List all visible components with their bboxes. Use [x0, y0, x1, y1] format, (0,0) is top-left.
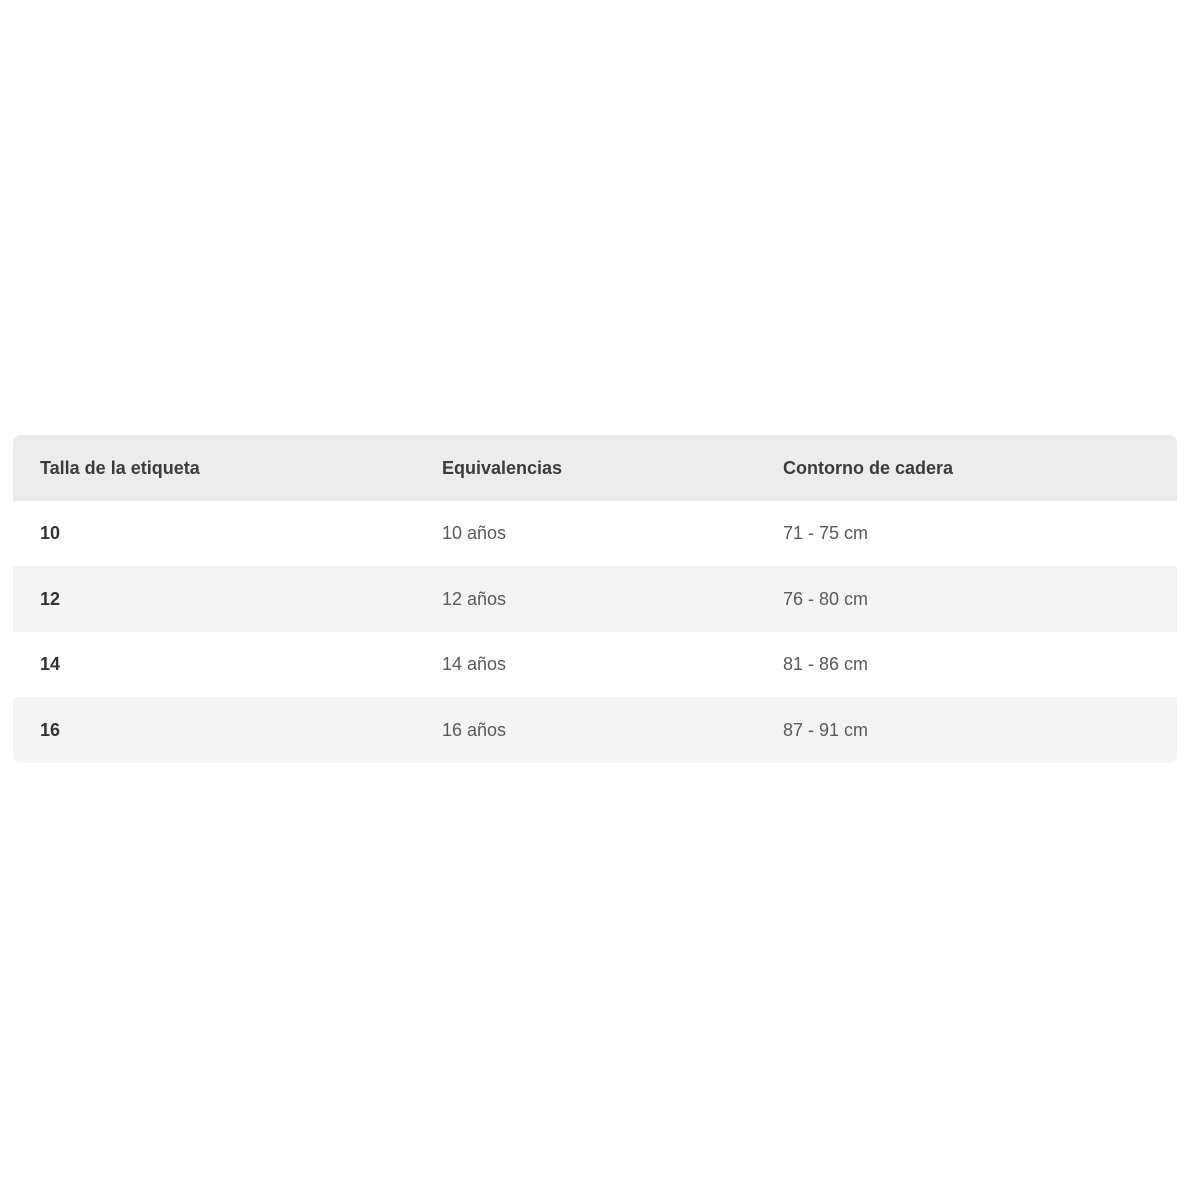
size-label-cell: 12 [40, 588, 61, 609]
table-row [13, 501, 1177, 567]
column-header-hip-circumference: Contorno de cadera [783, 457, 954, 478]
hip-circumference-cell: 81 - 86 cm [783, 654, 869, 675]
size-label-cell: 10 [40, 523, 61, 544]
equivalence-cell: 10 años [442, 523, 507, 544]
size-label-cell: 16 [40, 719, 61, 740]
equivalence-cell: 16 años [442, 719, 507, 740]
equivalence-cell: 14 años [442, 654, 507, 675]
size-chart-table [13, 435, 1177, 763]
table-row [13, 632, 1177, 698]
table-row [13, 566, 1177, 632]
hip-circumference-cell: 71 - 75 cm [783, 523, 869, 544]
hip-circumference-cell: 76 - 80 cm [783, 588, 869, 609]
table-row [13, 697, 1177, 763]
equivalence-cell: 12 años [442, 588, 507, 609]
table-header-row [13, 435, 1177, 501]
hip-circumference-cell: 87 - 91 cm [783, 719, 869, 740]
column-header-label-size: Talla de la etiqueta [40, 457, 200, 478]
size-label-cell: 14 [40, 654, 61, 675]
column-header-equivalences: Equivalencias [442, 457, 563, 478]
